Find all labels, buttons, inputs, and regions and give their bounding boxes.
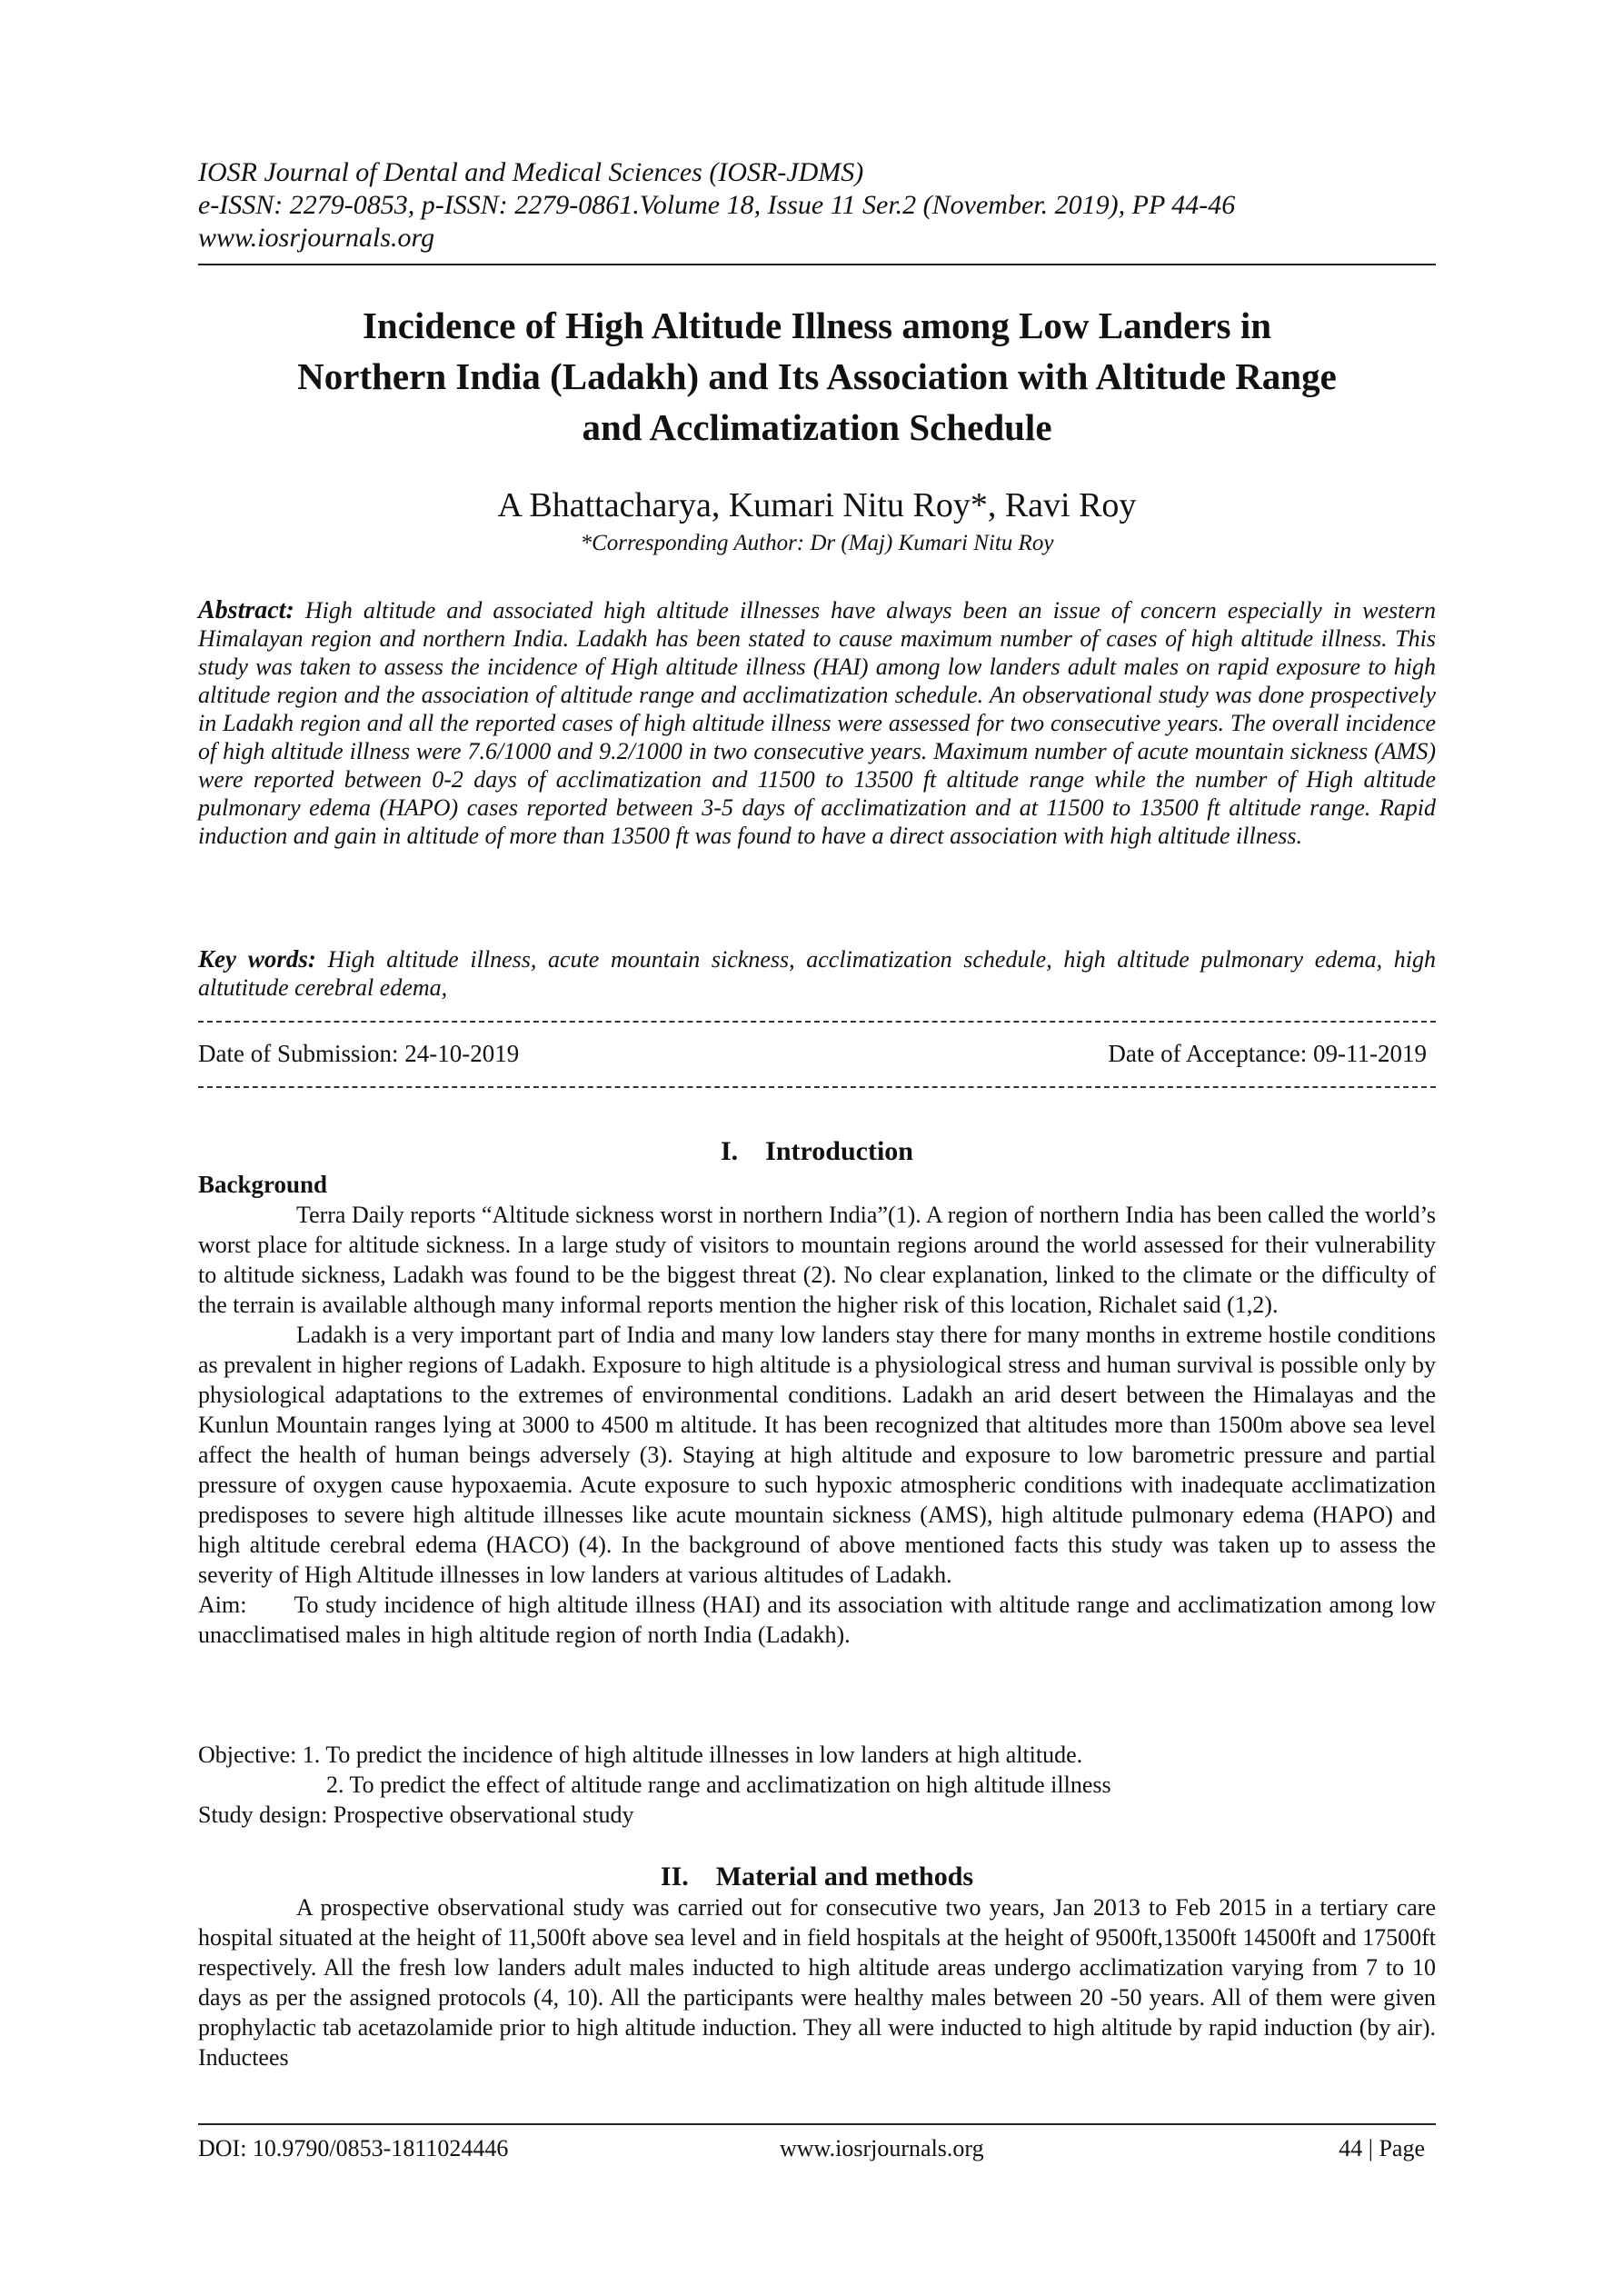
footer-doi: DOI: 10.9790/0853-1811024446 <box>198 2135 509 2161</box>
abstract-label: Abstract: <box>198 596 294 624</box>
dashed-divider-bottom <box>198 1086 1436 1088</box>
submission-date: Date of Submission: 24-10-2019 <box>198 1040 520 1067</box>
footer-divider <box>198 2123 1436 2125</box>
introduction-paragraph-2: Ladakh is a very important part of India and many low landers stay there for many months in extreme hostile conditions as prevalent in higher regions of Ladakh. Exposure to high altitude is a physiological stress and human survival is possible only by physiological adaptations to the extremes of environmental conditions. Ladakh an arid desert between the Himalayas and the Kunlun Mountain ranges lying at 3000 to 4500 m altitude. It has been recognized that altitudes more than 1500m above sea level affect the health of human beings adversely (3). Staying at high altitude and exposure to low barometric pressure and partial pressure of oxygen cause hypoxaemia. Acute exposure to such hypoxic atmospheric conditions with inadequate acclimatization predisposes to severe high altitude illnesses like acute mountain sickness (AMS), high altitude pulmonary edema (HAPO) and high altitude cerebral edema (HACO) (4). In the background of above mentioned facts this study was taken up to assess the severity of High Altitude illnesses in low landers at various altitudes of Ladakh. <box>198 1322 1436 1588</box>
study-design: Study design: Prospective observational study <box>198 1802 634 1828</box>
title-line-3: and Acclimatization Schedule <box>582 406 1052 448</box>
footer-website: www.iosrjournals.org <box>780 2135 984 2161</box>
abstract <box>198 596 1436 850</box>
header-divider <box>198 264 1436 265</box>
objective-1: Objective: 1. To predict the incidence of high altitude illnesses in low landers at high altitude. <box>198 1742 1083 1768</box>
journal-header <box>198 156 1235 255</box>
title-line-1: Incidence of High Altitude Illness among Low Landers in <box>362 304 1272 346</box>
journal-name: IOSR Journal of Dental and Medical Sciences (IOSR-JDMS) <box>198 157 864 187</box>
abstract-text: High altitude and associated high altitude illnesses have always been an issue of concern especially in western Himalayan region and northern India. Ladakh has been stated to cause maximum number of cases of high altitude illness. This study was taken to assess the incidence of High altitude illness (HAI) among low landers adult males on rapid exposure to high altitude region and the association of altitude range and acclimatization schedule. An observational study was done prospectively in Ladakh region and all the reported cases of high altitude illness were assessed for two consecutive years. The overall incidence of high altitude illness were 7.6/1000 and 9.2/1000 in two consecutive years. Maximum number of acute mountain sickness (AMS) were reported between 0-2 days of acclimatization and 11500 to 13500 ft altitude range while the number of High altitude pulmonary edema (HAPO) cases reported between 3-5 days of acclimatization and at 11500 to 13500 ft altitude range. Rapid induction and gain in altitude of more than 13500 ft was found to have a direct association with high altitude illness. <box>198 597 1437 849</box>
keywords <box>198 945 1436 1002</box>
dashed-divider-top <box>198 1021 1436 1023</box>
keywords-text: High altitude illness, acute mountain sickness, acclimatization schedule, high altitude pulmonary edema, high altutitude cerebral edema, <box>198 946 1436 1001</box>
methods-body <box>198 1892 1436 2072</box>
methods-heading: II. Material and methods <box>660 1862 974 1892</box>
journal-website: www.iosrjournals.org <box>198 223 435 253</box>
authors: A Bhattacharya, Kumari Nitu Roy*, Ravi Roy <box>497 486 1137 524</box>
introduction-heading: I. Introduction <box>721 1136 913 1166</box>
methods-paragraph-1: A prospective observational study was carried out for consecutive two years, Jan 2013 to Feb 2015 in a tertiary care hospital situated at the height of 11,500ft above sea level and in field hospitals at the height of 9500ft,13500ft 14500ft and 17500ft respectively. All the fresh low landers adult males inducted to high altitude areas undergo acclimatization varying from 7 to 10 days as per the assigned protocols (4, 10). All the participants were healthy males between 20 -50 years. All of them were given prophylactic tab acetazolamide prior to high altitude induction. They all were inducted to high altitude by rapid induction (by air). Inductees <box>198 1894 1436 2071</box>
acceptance-date: Date of Acceptance: 09-11-2019 <box>1108 1040 1427 1067</box>
objective-2: 2. To predict the effect of altitude range and acclimatization on high altitude illness <box>326 1772 1111 1798</box>
introduction-paragraph-1: Terra Daily reports “Altitude sickness worst in northern India”(1). A region of northern India has been called the world’s worst place for altitude sickness. In a large study of visitors to mountain regions around the world assessed for their vulnerability to altitude sickness, Ladakh was found to be the biggest threat (2). No clear explanation, linked to the climate or the difficulty of the terrain is available although many informal reports mention the higher risk of this location, Richalet said (1,2). <box>198 1202 1436 1318</box>
journal-issn-volume: e-ISSN: 2279-0853, p-ISSN: 2279-0861.Volume 18, Issue 11 Ser.2 (November. 2019), PP 44-46 <box>198 190 1236 220</box>
paper-title <box>198 300 1436 453</box>
aim-statement: Aim: To study incidence of high altitude illness (HAI) and its association with altitude range and acclimatization among low unacclimatised males in high altitude region of north India (Ladakh). <box>198 1592 1436 1648</box>
corresponding-author: *Corresponding Author: Dr (Maj) Kumari Nitu Roy <box>580 531 1054 555</box>
background-subheading: Background <box>198 1171 328 1198</box>
title-line-2: Northern India (Ladakh) and Its Association with Altitude Range <box>297 355 1337 397</box>
footer-page-number: 44 | Page <box>1339 2135 1425 2161</box>
introduction-body <box>198 1200 1436 1650</box>
keywords-label: Key words: <box>198 945 316 973</box>
